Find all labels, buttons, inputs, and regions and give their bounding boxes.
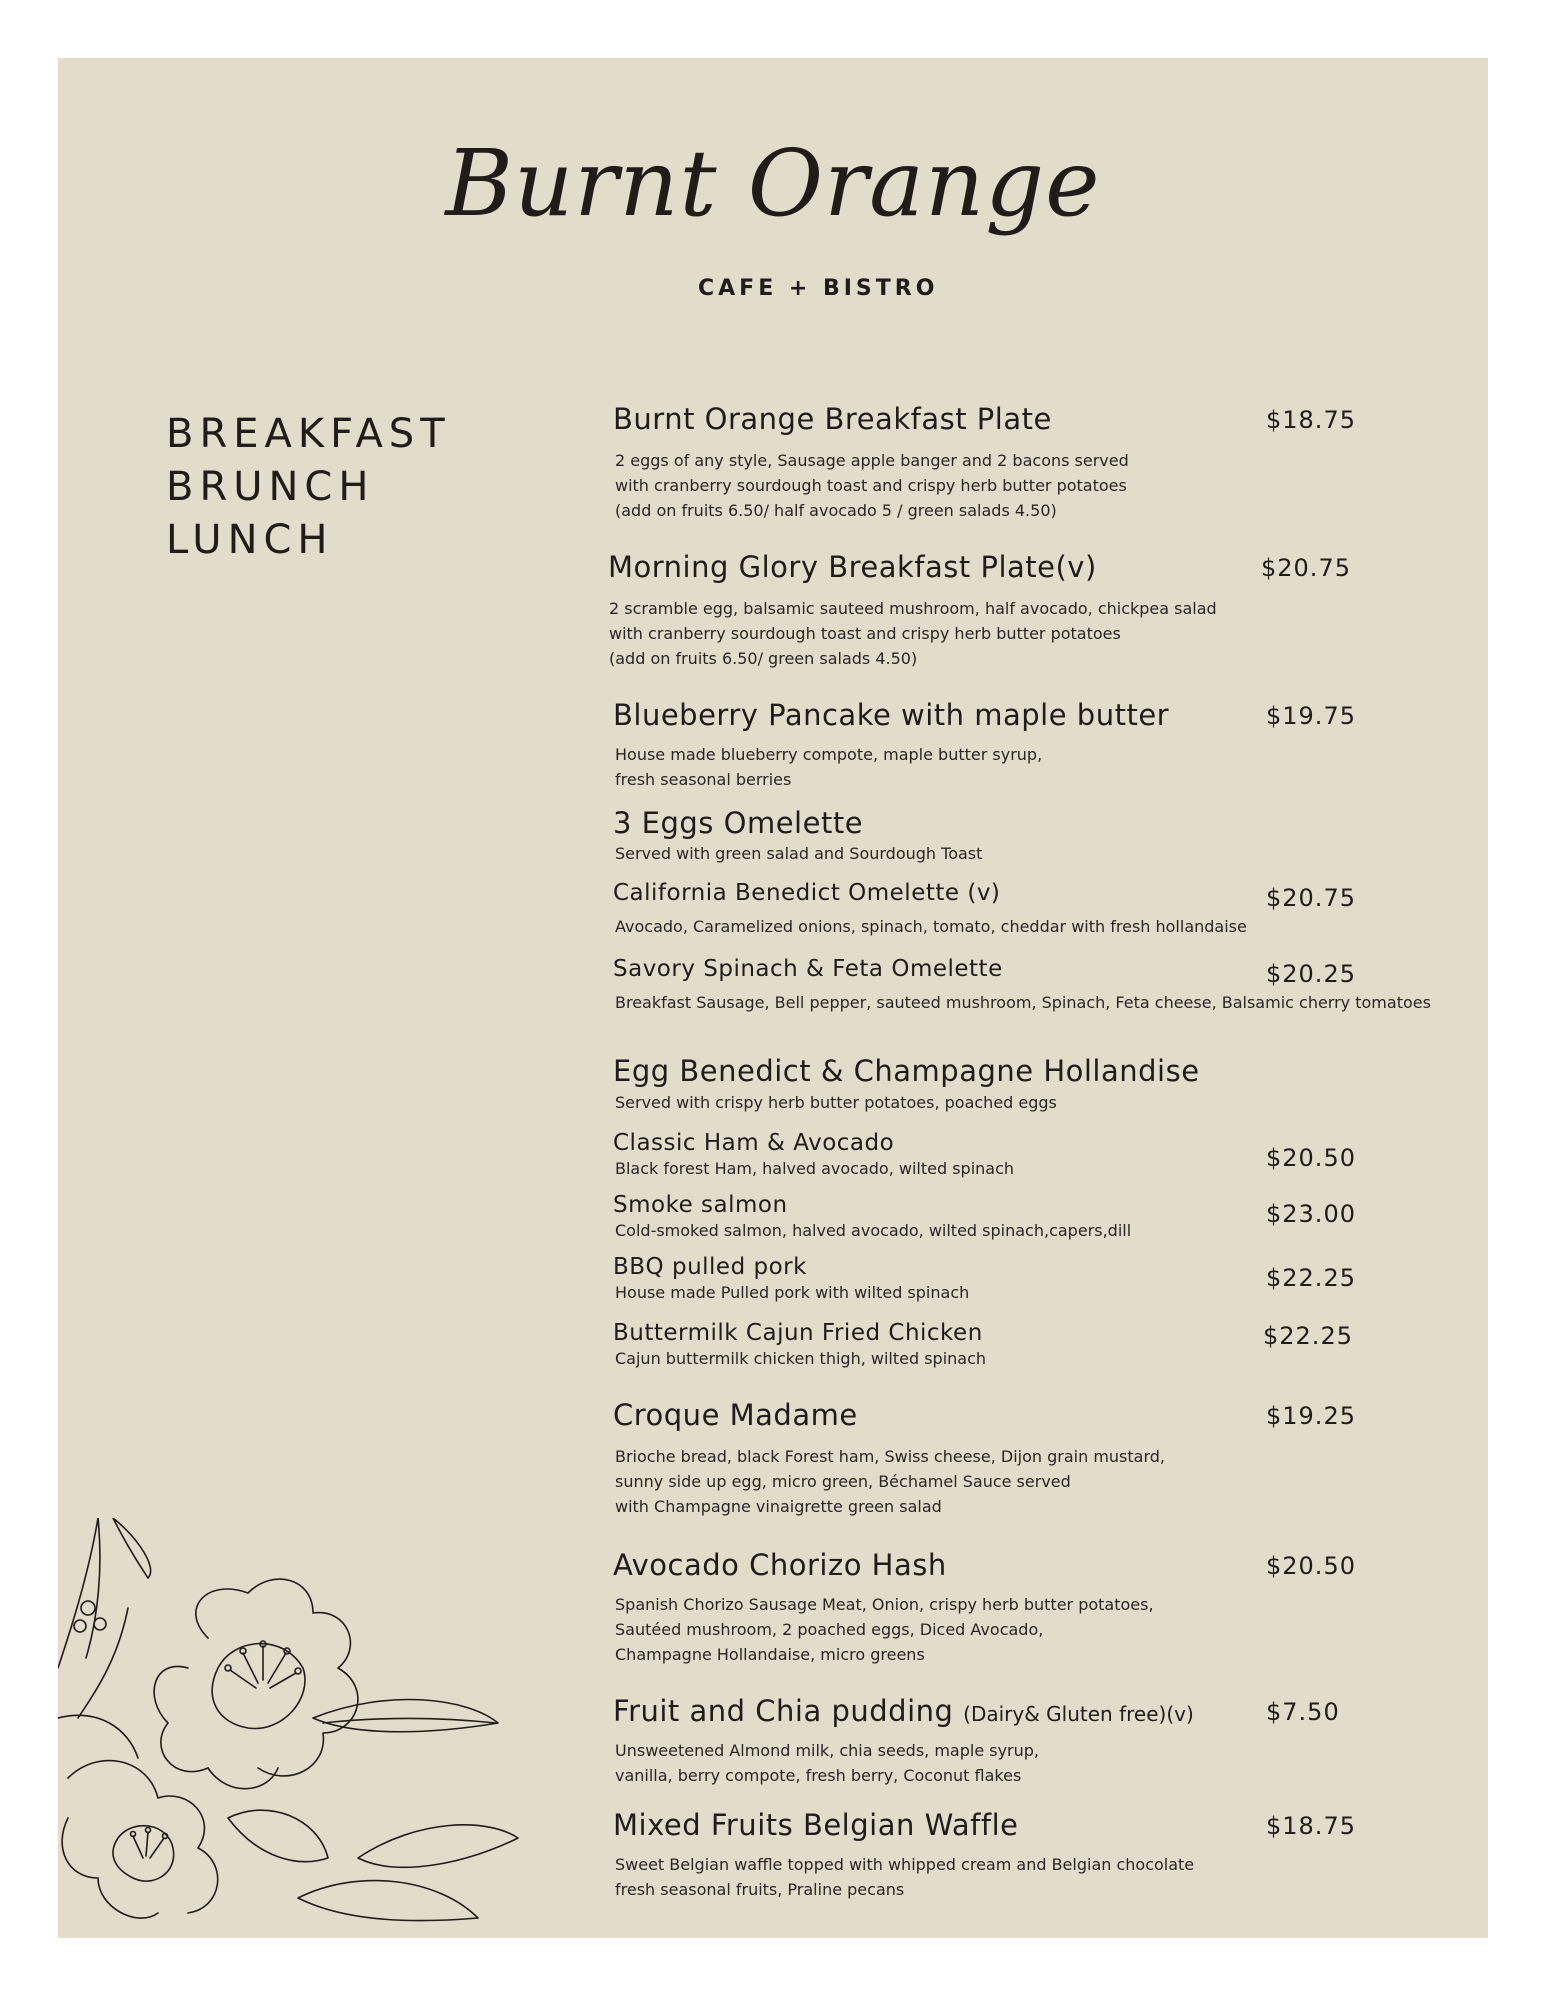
item-description: Cold-smoked salmon, halved avocado, wilted spinach,capers,dill bbox=[615, 1221, 1132, 1240]
item-name: Morning Glory Breakfast Plate(v) bbox=[608, 550, 1097, 584]
item-description: 2 scramble egg, balsamic sauteed mushroom, half avocado, chickpea salad with cranberry sourdough toast and crispy herb butter potatoes (add on fruits 6.50/ green salads 4.50) bbox=[609, 599, 1217, 668]
benedict-subheading: Served with crispy herb butter potatoes, poached eggs bbox=[615, 1093, 1057, 1112]
section-lunch: LUNCH bbox=[166, 517, 334, 563]
item-price: $20.25 bbox=[1266, 960, 1356, 988]
item-price: $20.75 bbox=[1261, 554, 1351, 582]
item-name: Smoke salmon bbox=[613, 1192, 788, 1218]
section-brunch: BRUNCH bbox=[166, 464, 375, 510]
omelette-heading: 3 Eggs Omelette bbox=[613, 806, 864, 840]
item-name: Fruit and Chia pudding (Dairy& Gluten free)(v) bbox=[613, 1694, 1194, 1728]
item-name: Avocado Chorizo Hash bbox=[613, 1548, 947, 1582]
item-description: Brioche bread, black Forest ham, Swiss cheese, Dijon grain mustard, sunny side up egg, micro green, Béchamel Sauce served with Champagne vinaigrette green salad bbox=[615, 1447, 1165, 1516]
item-price: $18.75 bbox=[1266, 406, 1356, 434]
item-name: California Benedict Omelette (v) bbox=[613, 880, 1001, 906]
floral-line-art-icon bbox=[58, 1518, 658, 1938]
item-price: $19.75 bbox=[1266, 702, 1356, 730]
item-name: Buttermilk Cajun Fried Chicken bbox=[613, 1320, 983, 1346]
item-description: Avocado, Caramelized onions, spinach, tomato, cheddar with fresh hollandaise bbox=[615, 917, 1247, 936]
item-description: Sweet Belgian waffle topped with whipped cream and Belgian chocolate fresh seasonal fruits, Praline pecans bbox=[615, 1855, 1195, 1899]
item-description: Unsweetened Almond milk, chia seeds, maple syrup, vanilla, berry compote, fresh berry, Coconut flakes bbox=[615, 1741, 1040, 1785]
item-note: (Dairy& Gluten free)(v) bbox=[963, 1702, 1194, 1726]
item-price: $20.50 bbox=[1266, 1552, 1356, 1580]
item-price: $22.25 bbox=[1263, 1322, 1353, 1350]
item-price: $7.50 bbox=[1266, 1698, 1340, 1726]
omelette-subheading: Served with green salad and Sourdough Toast bbox=[615, 844, 983, 863]
brand-logo-script: Burnt Orange bbox=[445, 130, 1101, 237]
item-name: Burnt Orange Breakfast Plate bbox=[613, 402, 1052, 436]
menu-page bbox=[58, 58, 1488, 1938]
item-description: Spanish Chorizo Sausage Meat, Onion, crispy herb butter potatoes, Sautéed mushroom, 2 poached eggs, Diced Avocado, Champagne Hollandaise, micro greens bbox=[615, 1595, 1154, 1664]
item-price: $18.75 bbox=[1266, 1812, 1356, 1840]
item-price: $20.50 bbox=[1266, 1144, 1356, 1172]
item-name: Croque Madame bbox=[613, 1398, 858, 1432]
item-price: $20.75 bbox=[1266, 884, 1356, 912]
item-description: House made blueberry compote, maple butter syrup, fresh seasonal berries bbox=[615, 745, 1043, 789]
item-price: $22.25 bbox=[1266, 1264, 1356, 1292]
item-description: Black forest Ham, halved avocado, wilted spinach bbox=[615, 1159, 1015, 1178]
item-name: Classic Ham & Avocado bbox=[613, 1130, 895, 1156]
item-name: BBQ pulled pork bbox=[613, 1254, 807, 1280]
benedict-heading: Egg Benedict & Champagne Hollandise bbox=[613, 1054, 1200, 1088]
section-list bbox=[166, 408, 451, 567]
item-name: Mixed Fruits Belgian Waffle bbox=[613, 1808, 1019, 1842]
item-price: $19.25 bbox=[1266, 1402, 1356, 1430]
item-description: 2 eggs of any style, Sausage apple banger and 2 bacons served with cranberry sourdough toast and crispy herb butter potatoes (add on fruits 6.50/ half avocado 5 / green salads 4.50) bbox=[615, 451, 1129, 520]
item-name: Blueberry Pancake with maple butter bbox=[613, 698, 1170, 732]
item-description: Breakfast Sausage, Bell pepper, sauteed mushroom, Spinach, Feta cheese, Balsamic cherry tomatoes bbox=[615, 993, 1431, 1012]
section-breakfast: BREAKFAST bbox=[166, 411, 451, 457]
item-name: Savory Spinach & Feta Omelette bbox=[613, 956, 1003, 982]
item-price: $23.00 bbox=[1266, 1200, 1356, 1228]
brand-tagline: CAFE + BISTRO bbox=[698, 276, 939, 301]
item-description: House made Pulled pork with wilted spinach bbox=[615, 1283, 970, 1302]
item-description: Cajun buttermilk chicken thigh, wilted spinach bbox=[615, 1349, 987, 1368]
